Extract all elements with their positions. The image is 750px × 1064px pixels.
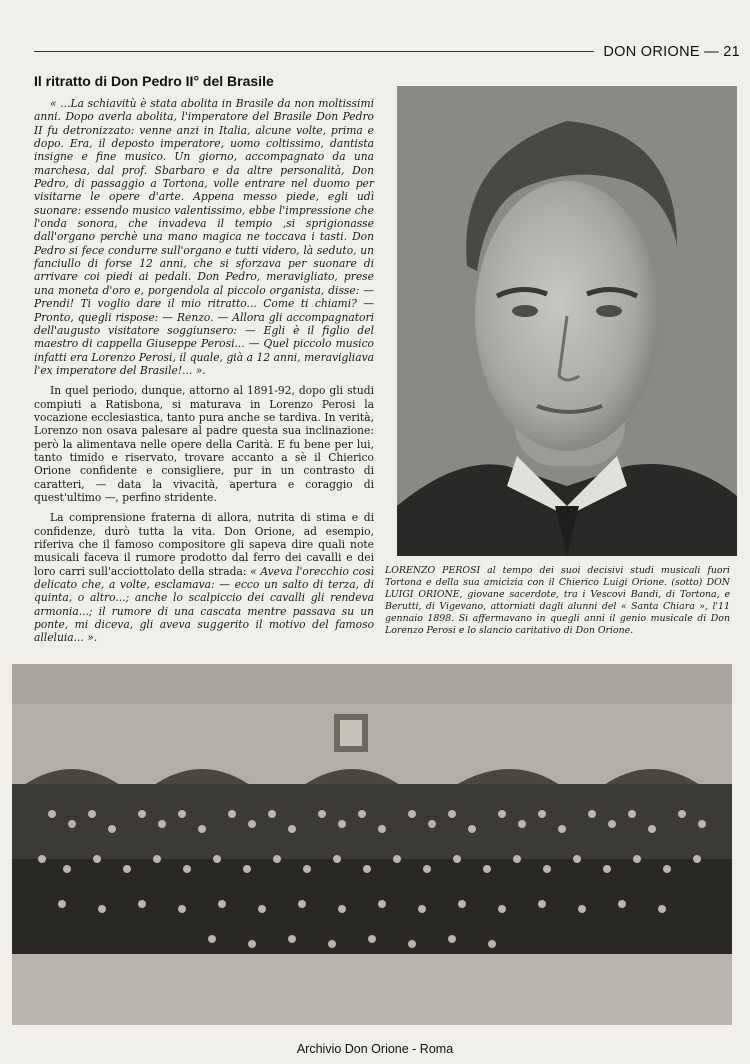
quote-paragraph: « ...La schiavitù è stata abolita in Brasile da non moltissimi anni. Dopo averla abolita, l'imperatore del Brasile Don Pedro II fu detronizzato: venne anzi in Italia, alcune volte, prima e dopo. Era, il deposto imperatore, uomo coltissimo, dantista insigne e fine musico. Un giorno, accompagnato da una marchesa, dal prof. Sbarbaro e da altre personalità, Don Pedro, di passaggio a Tortona, volle entrare nel duomo per visitarne le opere d'arte. Appena messo piede, egli udì suonare: essendo musico valentissimo, ebbe l'impressione che l'onda sonora, che invadeva il tempio ,si sprigionasse dall'organo perchè una mano magica ne toccava i tasti. Don Pedro si fece condurre sull'organo e tutti videro, là seduto, un fanciullo di forse 12 anni, che si sforzava per suonare di arrivare coi piedi ai pedali. Don Pedro, meravigliato, prese una moneta d'oro e, porgendola al piccolo organista, disse: — Prendi! Ti voglio dare il mio ritratto... Come ti chiami? — Pronto, quegli rispose: — Renzo. — Allora gli accompagnatori dell'augusto visitatore soggiunsero: — Egli è il figlio del maestro di cappella Giuseppe Perosi... — Quel piccolo musico infatti era Lorenzo Perosi, il quale, già a 12 anni, meravigliava l'ex imperatore del Brasile!... ». xyxy=(34,97,374,377)
paragraph-3-quote: « Aveva l'orecchio così delicato che, a volte, esclamava: — ecco un salto di terza, di quinta, o altro...; anche lo scalpiccio dei cavalli gli rendeva armonia...; il rumore di una cascata mentre passava su un ponte, mi diceva, gli aveva suggerito il motivo del famoso alleluia... ». xyxy=(34,564,374,645)
photo-caption: LORENZO PEROSI al tempo dei suoi decisivi studi musicali fuori Tortona e della sua amicizia con il Chierico Luigi Orione. (sotto) DON LUIGI ORIONE, giovane sacerdote, tra i Vescovi Bandi, di Tortona, e Berutti, di Vigevano, attorniati dagli alunni del « Santa Chiara », l'11 gennaio 1898. Si affermavano in quegli anni il genio musicale di Don Lorenzo Perosi e lo slancio caritativo di Don Orione. xyxy=(385,565,730,637)
article-title: Il ritratto di Don Pedro II° del Brasile xyxy=(34,73,274,89)
body-paragraph-3 xyxy=(34,511,374,644)
group-photo xyxy=(12,664,732,1025)
body-paragraph-2: In quel periodo, dunque, attorno al 1891-92, dopo gli studi compiuti a Ratisbona, si maturava in Lorenzo Perosi la vocazione ecclesiastica, tanto pura anche se tardiva. In verità, Lorenzo non osava palesare al padre questa sua inclinazione: però la alimentava nelle opere della Carità. E fu bene per lui, tanto timido e riservato, trovare accanto a sè il Chierico Orione confidente e consigliere, pur in un contrasto di caratteri, — data la vivacità, apertura e coraggio di quest'ultimo —, perfino stridente. xyxy=(34,384,374,504)
header-rule xyxy=(34,51,594,52)
article-body xyxy=(34,97,374,652)
running-header: DON ORIONE — 21 xyxy=(603,44,740,60)
archive-footer: Archivio Don Orione - Roma xyxy=(296,1042,454,1056)
paragraph-3-text: La comprensione fraterna di allora, nutrita di stima e di confidenze, durò tutta la vita. Don Orione, ad esempio, riferiva che il famoso compositore gli sapeva dire quali note musicali faceva il rumore prodotto dal ferro dei cavalli e dei loro carri sull'acciottolato della strada: xyxy=(34,511,374,578)
portrait-photo xyxy=(397,86,737,556)
